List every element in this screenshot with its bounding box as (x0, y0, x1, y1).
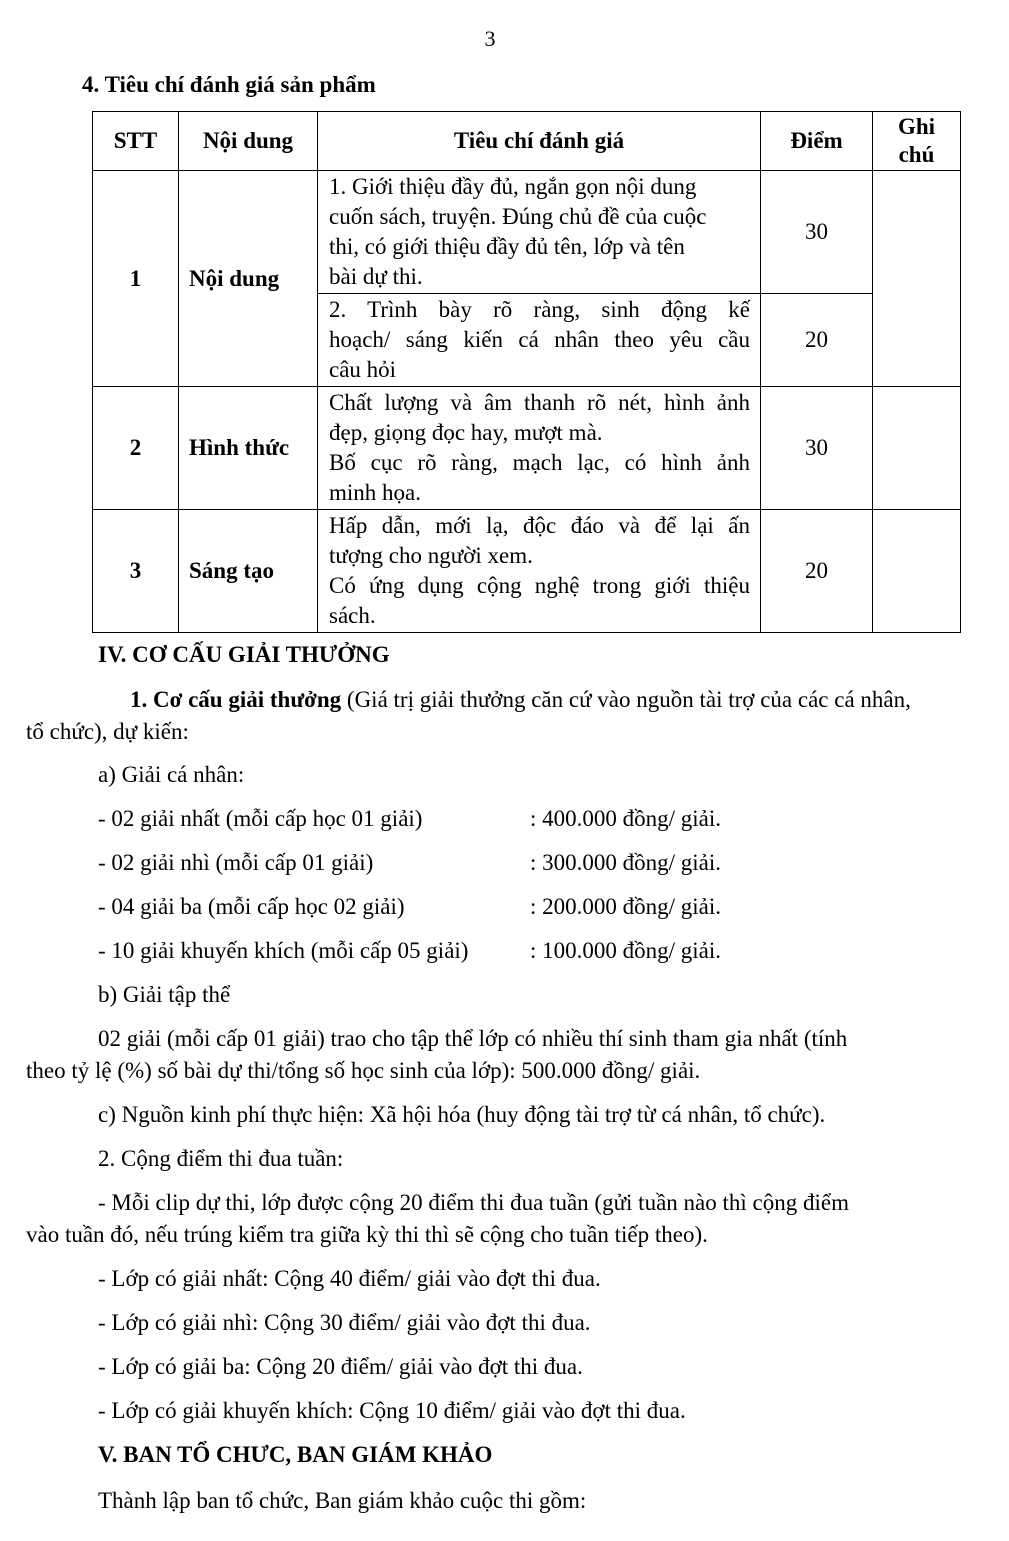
section-iv-title: IV. CƠ CẤU GIẢI THƯỞNG (98, 642, 390, 667)
points-item: - Lớp có giải khuyến khích: Cộng 10 điểm/ giải vào đợt thi đua. (98, 1398, 686, 1423)
table-row (93, 171, 961, 294)
criteria-cell: 1. Giới thiệu đầy đủ, ngắn gọn nội dung cuốn sách, truyện. Đúng chủ đề của cuộc thi, có giới thiệu đầy đủ tên, lớp và tên bài dự thi. (318, 171, 761, 294)
header-stt: STT (93, 112, 179, 171)
criteria-cell: 2. Trình bày rõ ràng, sinh động kế hoạch/ sáng kiến cá nhân theo yêu cầu câu hỏi (318, 294, 761, 387)
weekly-points-title: 2. Cộng điểm thi đua tuần: (98, 1146, 344, 1171)
section-4-title: 4. Tiêu chí đánh giá sản phẩm (82, 72, 376, 97)
noi-dung-cell: Nội dung (179, 171, 318, 387)
header-ghi-chu: Ghi chú (873, 112, 961, 171)
noi-dung-cell: Sáng tạo (179, 510, 318, 633)
stt-cell: 2 (93, 387, 179, 510)
prize-item: - 04 giải ba (mỗi cấp học 02 giải) : 200.000 đồng/ giải. (98, 894, 722, 919)
header-noi-dung: Nội dung (179, 112, 318, 171)
section-v-title: V. BAN TỔ CHƯC, BAN GIÁM KHẢO (98, 1442, 493, 1467)
points-item: - Lớp có giải nhì: Cộng 30 điểm/ giải vào đợt thi đua. (98, 1310, 591, 1335)
prize-item: - 10 giải khuyến khích (mỗi cấp 05 giải) : 100.000 đồng/ giải. (98, 938, 722, 963)
collective-prize-title: b) Giải tập thể (98, 982, 231, 1007)
diem-cell: 20 (761, 294, 873, 387)
prize-item: - 02 giải nhì (mỗi cấp 01 giải) : 300.000 đồng/ giải. (98, 850, 722, 875)
criteria-cell: Hấp dẫn, mới lạ, độc đáo và để lại ấn tượng cho người xem. Có ứng dụng cộng nghệ trong giới thiệu sách. (318, 510, 761, 633)
table-row (93, 387, 961, 510)
individual-prizes-title: a) Giải cá nhân: (98, 762, 245, 787)
header-tieu-chi: Tiêu chí đánh giá (318, 112, 761, 171)
prize-structure-paragraph: 1. Cơ cấu giải thưởng (Giá trị giải thưởng căn cứ vào nguồn tài trợ của các cá nhân, (130, 687, 911, 712)
points-item: - Lớp có giải nhất: Cộng 40 điểm/ giải vào đợt thi đua. (98, 1266, 601, 1291)
ghi-chu-cell (873, 171, 961, 387)
weekly-points-text-cont: vào tuần đó, nếu trúng kiểm tra giữa kỳ thi thì sẽ cộng cho tuần tiếp theo). (26, 1222, 708, 1247)
prize-item: - 02 giải nhất (mỗi cấp học 01 giải) : 400.000 đồng/ giải. (98, 806, 722, 831)
table-header-row (93, 112, 961, 171)
diem-cell: 30 (761, 387, 873, 510)
collective-prize-text-cont: theo tỷ lệ (%) số bài dự thi/tổng số học sinh của lớp): 500.000 đồng/ giải. (26, 1058, 701, 1083)
ghi-chu-cell (873, 510, 961, 633)
stt-cell: 1 (93, 171, 179, 387)
weekly-points-text: - Mỗi clip dự thi, lớp được cộng 20 điểm thi đua tuần (gửi tuần nào thì cộng điểm (98, 1190, 849, 1215)
diem-cell: 20 (761, 510, 873, 633)
collective-prize-text: 02 giải (mỗi cấp 01 giải) trao cho tập thể lớp có nhiều thí sinh tham gia nhất (tính (98, 1026, 848, 1051)
diem-cell: 30 (761, 171, 873, 294)
table-row (93, 510, 961, 633)
header-diem: Điểm (761, 112, 873, 171)
criteria-table (92, 111, 961, 633)
points-item: - Lớp có giải ba: Cộng 20 điểm/ giải vào đợt thi đua. (98, 1354, 583, 1379)
criteria-cell: Chất lượng và âm thanh rõ nét, hình ảnh đẹp, giọng đọc hay, mượt mà. Bố cục rõ ràng, mạch lạc, có hình ảnh minh họa. (318, 387, 761, 510)
section-v-text: Thành lập ban tổ chức, Ban giám khảo cuộc thi gồm: (98, 1488, 587, 1513)
stt-cell: 3 (93, 510, 179, 633)
page-number: 3 (484, 26, 496, 51)
prize-structure-paragraph-cont: tổ chức), dự kiến: (26, 719, 189, 744)
noi-dung-cell: Hình thức (179, 387, 318, 510)
funding-source: c) Nguồn kinh phí thực hiện: Xã hội hóa (huy động tài trợ từ cá nhân, tổ chức). (98, 1102, 826, 1127)
ghi-chu-cell (873, 387, 961, 510)
